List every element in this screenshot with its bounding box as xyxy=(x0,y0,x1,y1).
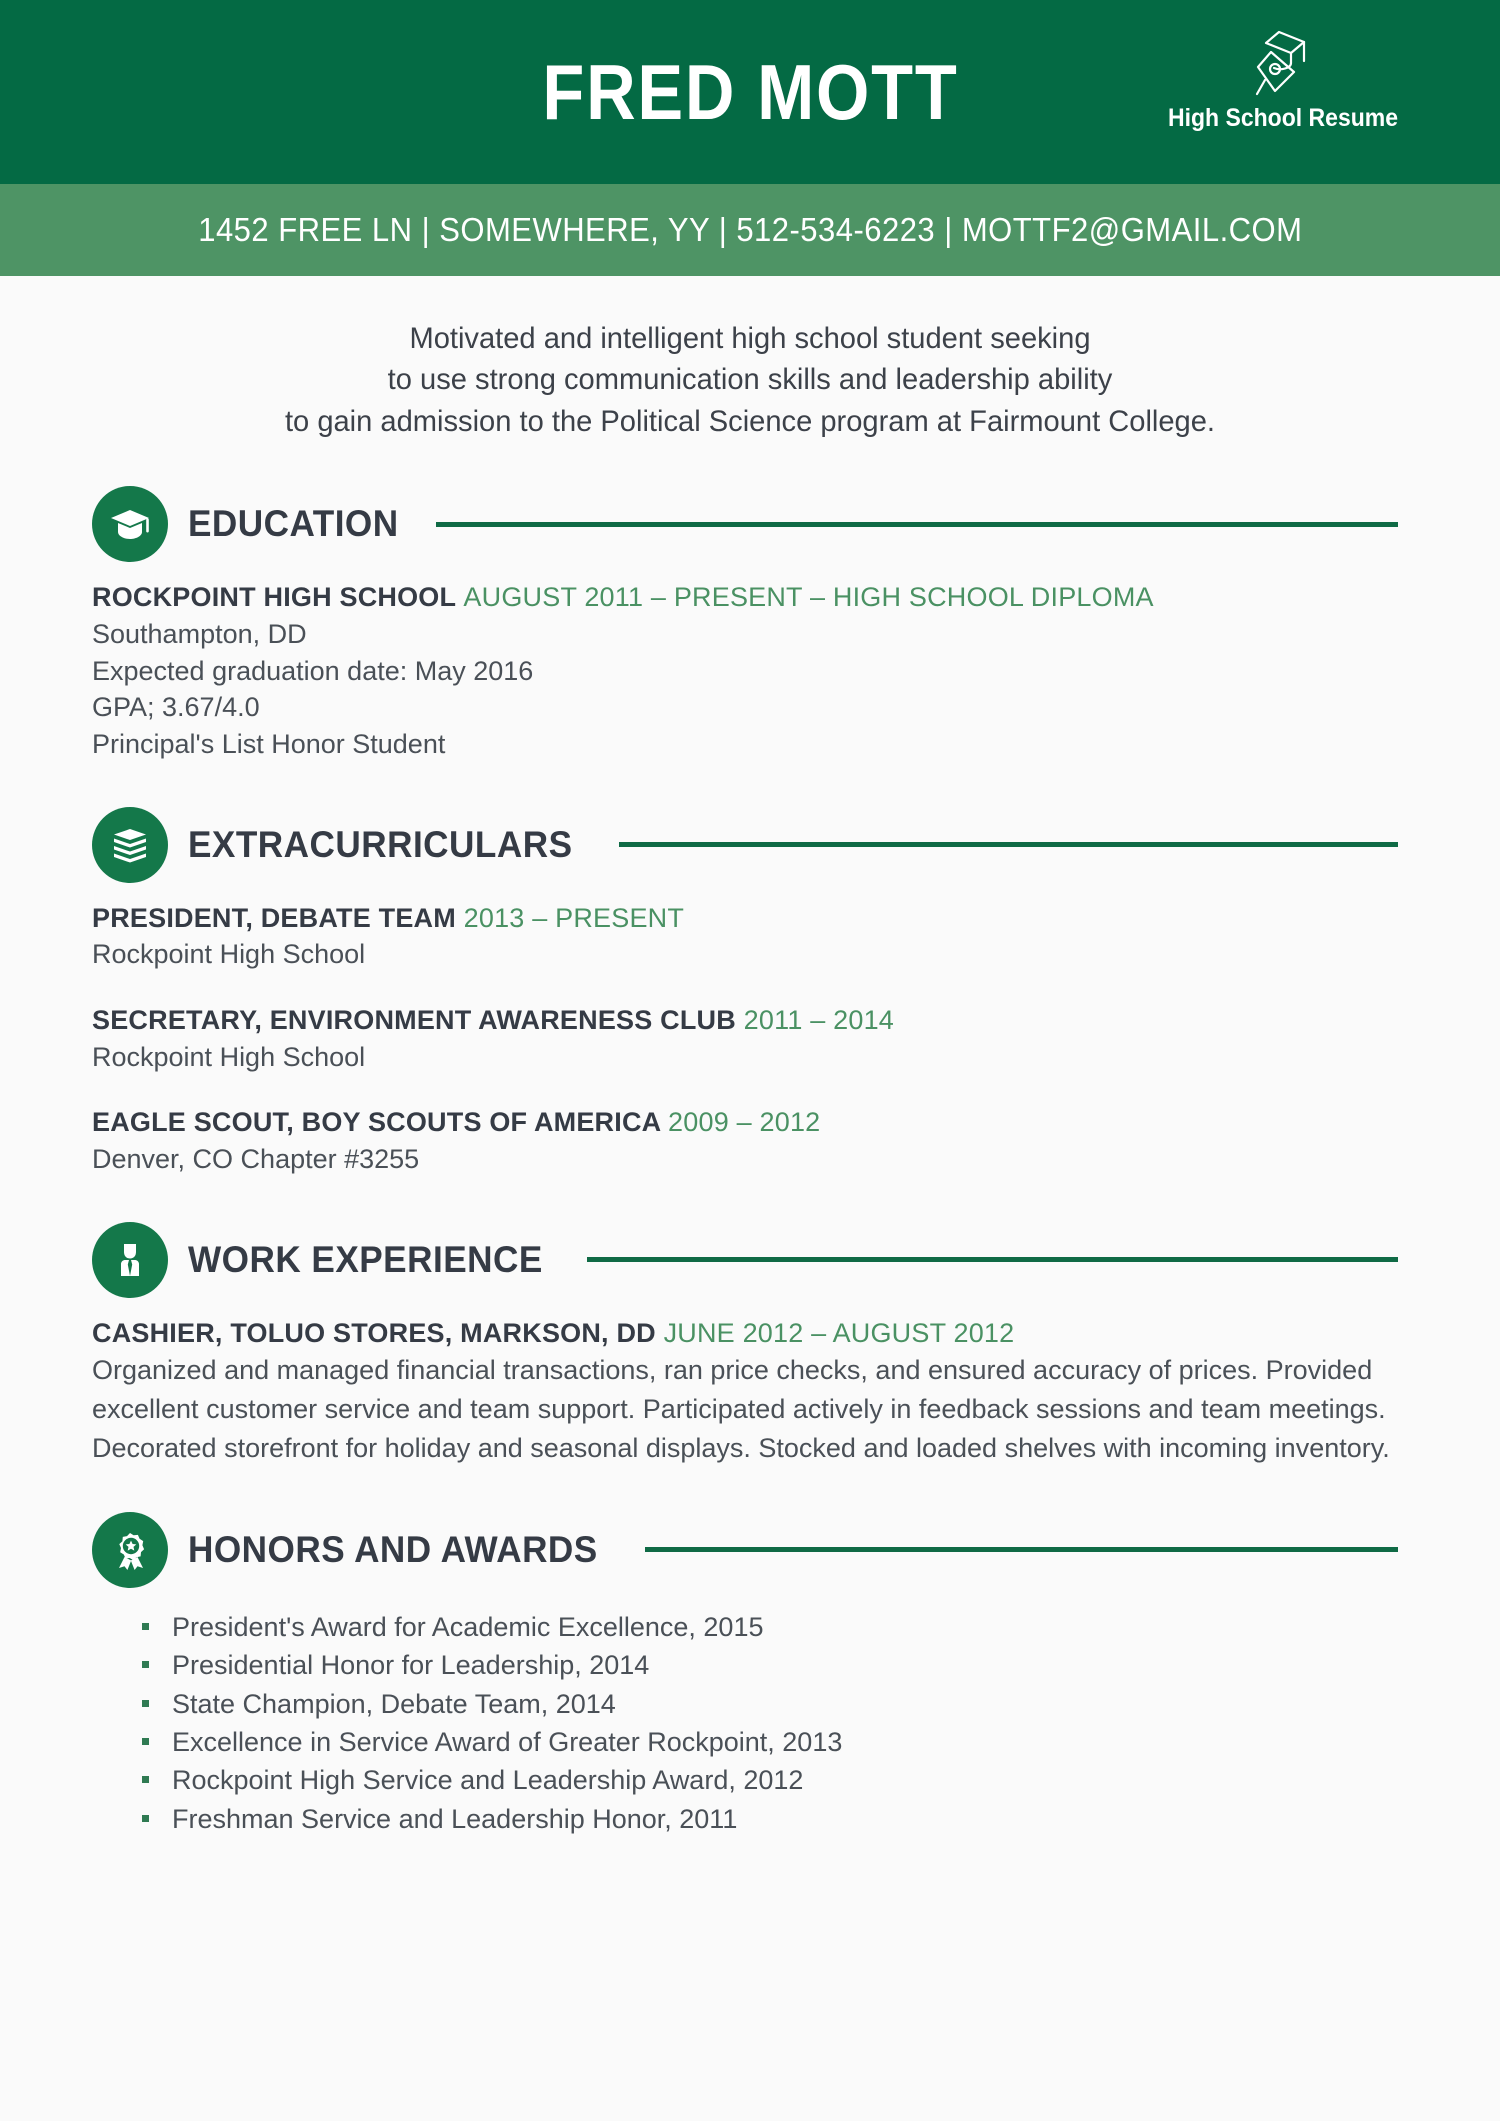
entry-organization: Rockpoint High School xyxy=(92,1041,366,1072)
entry-role: PRESIDENT, DEBATE TEAM xyxy=(92,902,464,933)
entry-location: Southampton, DD xyxy=(92,618,307,649)
entry-organization: Rockpoint High School xyxy=(92,939,366,970)
entry-gpa: GPA; 3.67/4.0 xyxy=(92,692,260,723)
extracurricular-entry xyxy=(92,901,1408,973)
section-extracurriculars xyxy=(92,803,1408,1178)
entry-heading xyxy=(92,580,1408,616)
entry-organization: Denver, CO Chapter #3255 xyxy=(92,1143,420,1174)
contact-line: 1452 FREE LN | SOMEWHERE, YY | 512-534-6223 | MOTTF2@GMAIL.COM xyxy=(197,211,1303,248)
entry-heading xyxy=(92,901,1408,937)
contact-banner xyxy=(0,184,1500,276)
section-header-education xyxy=(92,482,1408,566)
bullet-icon xyxy=(142,1661,149,1668)
extracurricular-entry xyxy=(92,1105,1408,1177)
bullet-icon xyxy=(142,1776,149,1783)
section-header-work-experience xyxy=(92,1218,1408,1302)
section-honors-and-awards xyxy=(92,1508,1408,1838)
education-entry xyxy=(92,580,1408,763)
header-banner xyxy=(0,0,1500,184)
entry-role: EAGLE SCOUT, BOY SCOUTS OF AMERICA xyxy=(92,1107,669,1138)
objective-statement xyxy=(92,318,1408,442)
award-text: Rockpoint High Service and Leadership Award, 2012 xyxy=(172,1765,804,1796)
section-education xyxy=(92,482,1408,763)
list-item xyxy=(136,1723,1408,1761)
stacked-books-icon xyxy=(92,807,168,883)
list-item xyxy=(136,1800,1408,1838)
extracurricular-entries xyxy=(92,901,1408,1178)
entry-description: Organized and managed financial transactions, ran price checks, and ensured accuracy of prices. Provided excellent customer service and team support. Participated actively in feedback sessions and team meetings. Decorated storefront for holiday and seasonal displays. Stocked and loaded shelves with incoming inventory. xyxy=(92,1355,1390,1464)
section-divider-honors-and-awards xyxy=(645,1547,1398,1552)
list-item xyxy=(136,1608,1408,1646)
section-title-work-experience: WORK EXPERIENCE xyxy=(188,1238,543,1280)
entry-heading xyxy=(92,1003,1408,1039)
award-text: President's Award for Academic Excellence, 2015 xyxy=(172,1611,764,1642)
section-title-honors-and-awards: HONORS AND AWARDS xyxy=(188,1528,598,1570)
page-title: FRED MOTT xyxy=(541,48,959,136)
entry-dates: JUNE 2012 – AUGUST 2012 xyxy=(663,1317,1015,1348)
section-header-extracurriculars xyxy=(92,803,1408,887)
awards-list xyxy=(92,1608,1408,1838)
objective-line-2: to use strong communication skills and leadership ability xyxy=(387,363,1113,397)
entry-heading xyxy=(92,1316,1408,1352)
section-divider-education xyxy=(436,522,1398,527)
section-title-education: EDUCATION xyxy=(188,503,399,545)
entry-role: SECRETARY, ENVIRONMENT AWARENESS CLUB xyxy=(92,1005,744,1036)
person-business-suit-icon xyxy=(92,1222,168,1298)
objective-line-1: Motivated and intelligent high school student seeking xyxy=(409,322,1091,355)
section-divider-extracurriculars xyxy=(619,842,1398,847)
graduation-cap-icon xyxy=(92,486,168,562)
award-text: Excellence in Service Award of Greater Rockpoint, 2013 xyxy=(172,1726,843,1757)
entry-graduation-date: Expected graduation date: May 2016 xyxy=(92,655,534,686)
entry-heading xyxy=(92,1105,1408,1141)
entry-dates: 2013 – PRESENT xyxy=(463,902,685,933)
section-divider-work-experience xyxy=(587,1257,1398,1262)
list-item xyxy=(136,1646,1408,1684)
section-title-extracurriculars: EXTRACURRICULARS xyxy=(188,823,573,865)
brand-logo xyxy=(1148,22,1418,133)
section-work-experience xyxy=(92,1218,1408,1468)
entry-dates: 2009 – 2012 xyxy=(668,1107,821,1138)
brand-label: High School Resume xyxy=(1167,104,1399,132)
resume-body xyxy=(0,318,1500,1838)
entry-role: CASHIER, TOLUO STORES, MARKSON, DD xyxy=(92,1317,664,1348)
bullet-icon xyxy=(142,1700,149,1707)
work-entry xyxy=(92,1316,1408,1468)
objective-line-3: to gain admission to the Political Science program at Fairmount College. xyxy=(284,404,1216,438)
entry-honor: Principal's List Honor Student xyxy=(92,728,446,759)
extracurricular-entry xyxy=(92,1003,1408,1075)
entry-dates: 2011 – 2014 xyxy=(743,1005,895,1036)
list-item xyxy=(136,1761,1408,1799)
award-text: State Champion, Debate Team, 2014 xyxy=(172,1688,616,1719)
work-entries xyxy=(92,1316,1408,1468)
section-header-honors-and-awards xyxy=(92,1508,1408,1592)
award-text: Freshman Service and Leadership Honor, 2011 xyxy=(172,1803,738,1834)
bullet-icon xyxy=(142,1738,149,1745)
bullet-icon xyxy=(142,1623,149,1630)
education-entries xyxy=(92,580,1408,763)
bullet-icon xyxy=(142,1815,149,1822)
list-item xyxy=(136,1685,1408,1723)
award-ribbon-icon xyxy=(92,1512,168,1588)
pen-nib-graduation-cap-icon xyxy=(1247,22,1319,100)
award-text: Presidential Honor for Leadership, 2014 xyxy=(172,1650,650,1681)
entry-role: ROCKPOINT HIGH SCHOOL xyxy=(92,582,464,613)
entry-dates: AUGUST 2011 – PRESENT – HIGH SCHOOL DIPLOMA xyxy=(463,582,1154,613)
